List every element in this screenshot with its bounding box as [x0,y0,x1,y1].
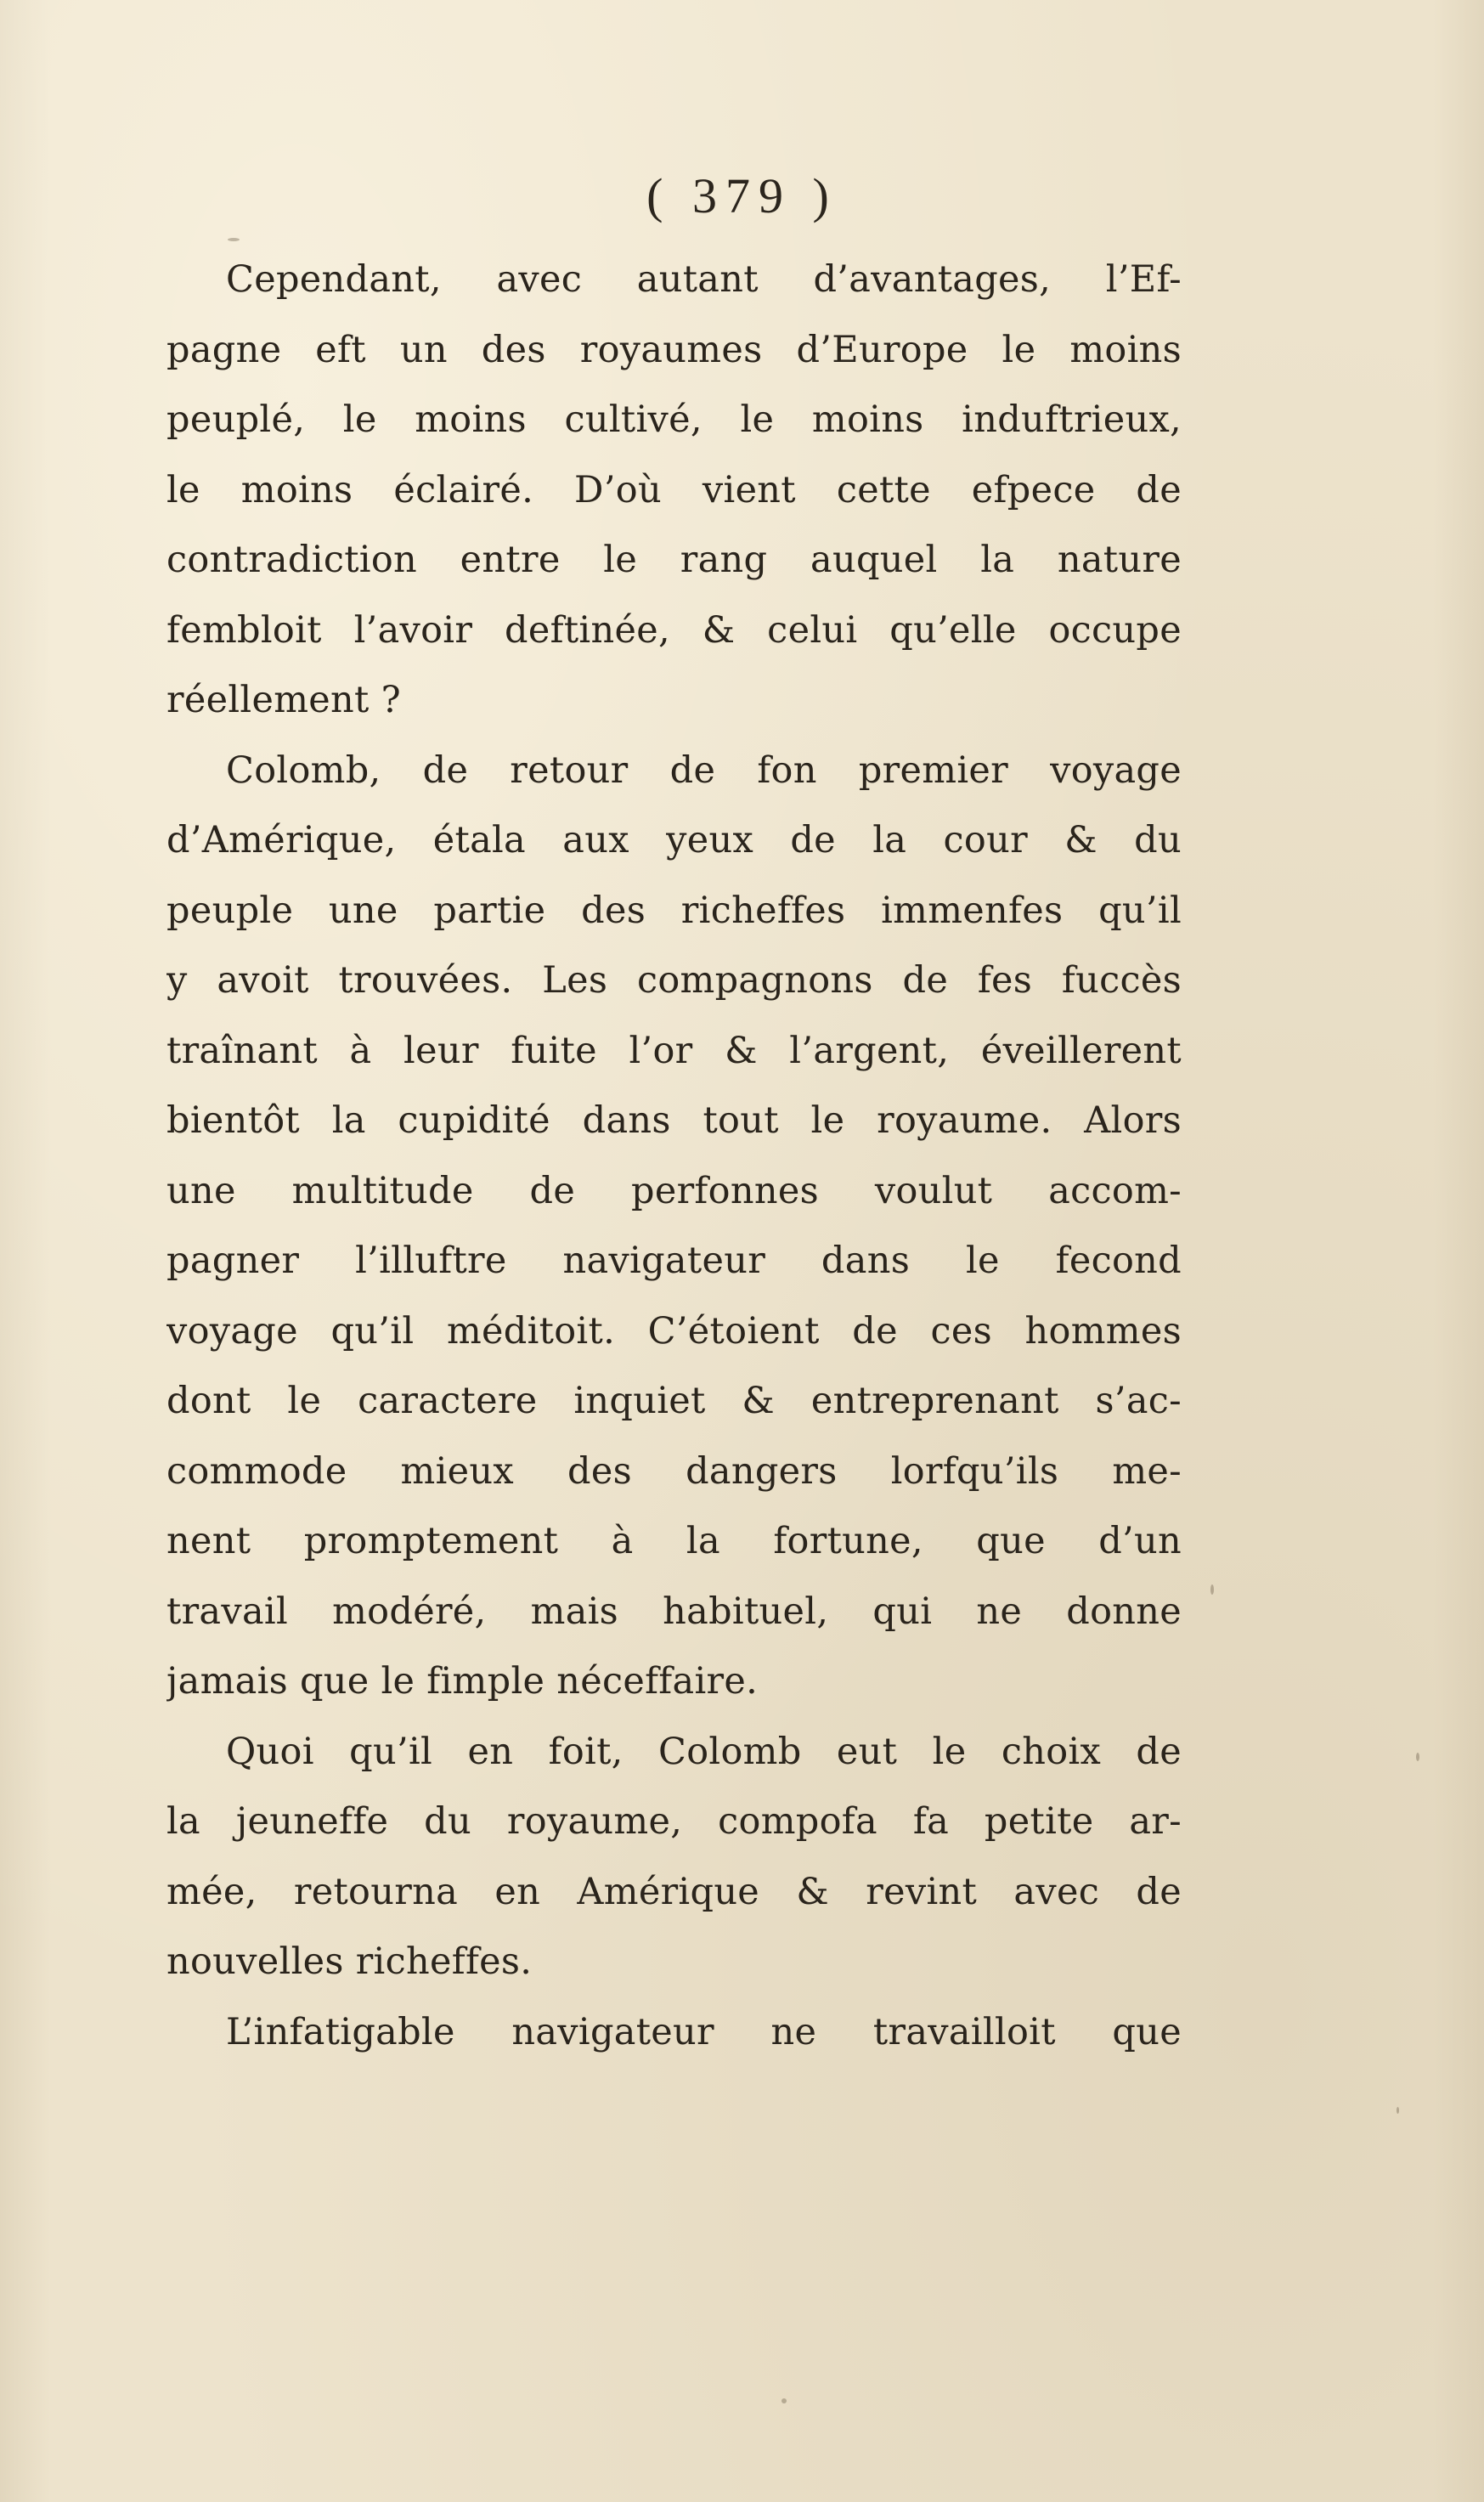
text-line: traînant à leur fuite l’or & l’argent, éveillerent [166,1029,1182,1072]
paper-speck [1416,1753,1419,1761]
text-line: pagne eft un des royaumes d’Europe le moins [166,328,1182,371]
text-line: Quoi qu’il en foit, Colomb eut le choix de [226,1730,1182,1773]
text-line: fembloit l’avoir deftinée, & celui qu’elle occupe [166,608,1182,652]
text-line: Cependant, avec autant d’avantages, l’Ef- [226,258,1182,301]
text-line: nent promptement à la fortune, que d’un [166,1520,1182,1562]
text-line: y avoit trouvées. Les compagnons de fes fuccès [166,959,1182,1002]
body-text [166,245,1182,2067]
text-line: commode mieux des dangers lorfqu’ils me- [166,1449,1182,1493]
page-number-header: ( 379 ) [646,168,838,223]
paragraph-3 [166,1717,1182,1997]
paragraph-2 [166,736,1182,1717]
paragraph-1 [166,245,1182,736]
paper-speck [1397,2107,1399,2114]
text-line: réellement ? [166,679,401,721]
text-line: travail modéré, mais habituel, qui ne donne [166,1590,1182,1633]
paper-speck [781,2398,787,2403]
text-line: voyage qu’il méditoit. C’étoient de ces hommes [166,1309,1182,1353]
text-line: peuple une partie des richeffes immenfes qu’il [166,889,1182,932]
text-line: la jeuneffe du royaume, compofa fa petite ar- [166,1800,1182,1843]
text-line: nouvelles richeffes. [166,1940,533,1983]
text-line: d’Amérique, étala aux yeux de la cour & du [166,819,1182,861]
text-line: le moins éclairé. D’où vient cette efpece de [166,468,1182,511]
text-line: jamais que le fimple néceffaire. [166,1660,759,1703]
paper-speck [1210,1584,1214,1595]
paragraph-4 [166,1997,1182,2068]
paper-speck [228,238,240,241]
text-line: L’infatigable navigateur ne travailloit que [226,2010,1182,2053]
text-line: contradiction entre le rang auquel la nature [166,539,1182,581]
text-line: mée, retourna en Amérique & revint avec de [166,1870,1182,1913]
text-line: bientôt la cupidité dans tout le royaume. Alors [166,1099,1182,1142]
text-line: pagner l’illuftre navigateur dans le fecond [166,1240,1182,1282]
text-line: une multitude de perfonnes voulut accom- [166,1169,1182,1212]
text-line: peuplé, le moins cultivé, le moins induftrieux, [166,398,1182,441]
text-line: Colomb, de retour de fon premier voyage [226,748,1182,792]
text-line: dont le caractere inquiet & entreprenant s’ac- [166,1380,1182,1422]
